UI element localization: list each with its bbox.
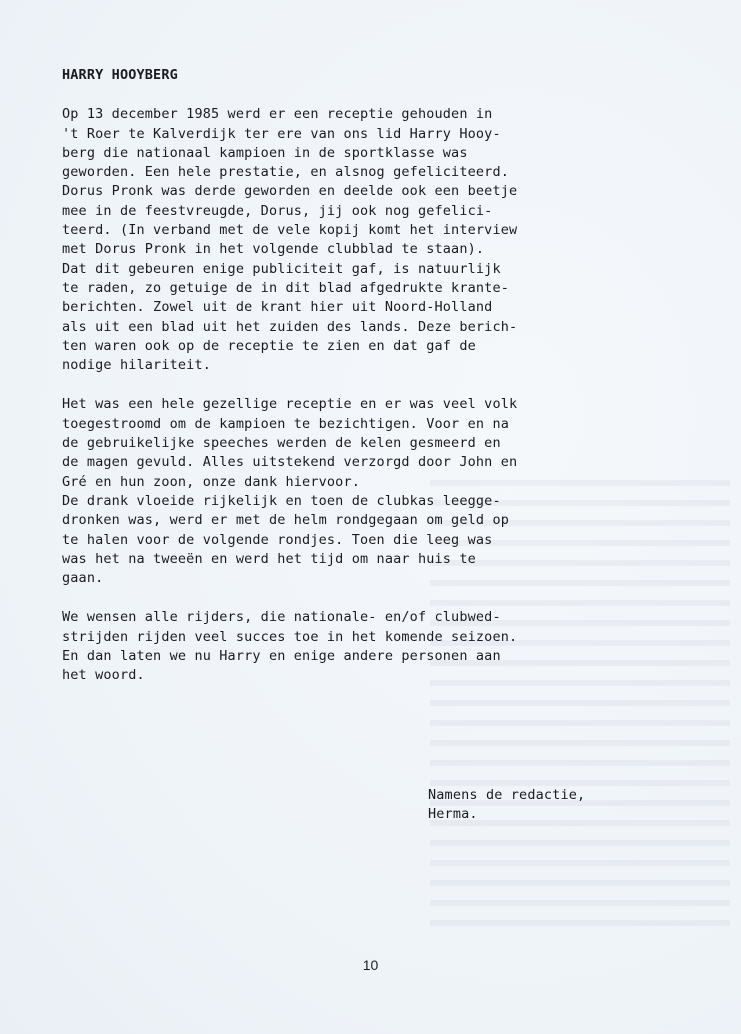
text-line: De drank vloeide rijkelijk en toen de clubkas leegge- bbox=[62, 492, 501, 509]
text-line: berichten. Zowel uit de krant hier uit Noord-Holland bbox=[62, 299, 493, 316]
text-line: was het na tweeën en werd het tijd om naar huis te bbox=[62, 550, 476, 567]
text-line: ten waren ook op de receptie te zien en dat gaf de bbox=[62, 337, 476, 354]
text-line: gaan. bbox=[62, 570, 104, 587]
text-line: geworden. Een hele prestatie, en alsnog gefeliciteerd. bbox=[62, 164, 509, 181]
article-body bbox=[62, 66, 662, 706]
text-line: We wensen alle rijders, die nationale- en/of clubwed- bbox=[62, 609, 501, 626]
text-line: de magen gevuld. Alles uitstekend verzorgd door John en bbox=[62, 454, 518, 471]
text-line: Het was een hele gezellige receptie en er was veel volk bbox=[62, 396, 518, 413]
paragraph-1 bbox=[62, 105, 662, 375]
paragraph-3 bbox=[62, 608, 662, 685]
text-line: En dan laten we nu Harry en enige andere personen aan bbox=[62, 648, 501, 665]
text-line: te halen voor de volgende rondjes. Toen die leeg was bbox=[62, 531, 493, 548]
text-line: als uit een blad uit het zuiden des lands. Deze berich- bbox=[62, 318, 518, 335]
text-line: het woord. bbox=[62, 667, 145, 684]
text-line: teerd. (In verband met de vele kopij komt het interview bbox=[62, 222, 518, 239]
text-line: strijden rijden veel succes toe in het komende seizoen. bbox=[62, 628, 518, 645]
text-line: berg die nationaal kampioen in de sportklasse was bbox=[62, 144, 468, 161]
text-line: de gebruikelijke speeches werden de kelen gesmeerd en bbox=[62, 435, 501, 452]
text-line: 't Roer te Kalverdijk ter ere van ons lid Harry Hooy- bbox=[62, 125, 501, 142]
article-title: HARRY HOOYBERG bbox=[62, 67, 178, 83]
signature-block bbox=[428, 786, 585, 825]
text-line: Op 13 december 1985 werd er een receptie gehouden in bbox=[62, 106, 493, 123]
text-line: mee in de feestvreugde, Dorus, jij ook nog gefelici- bbox=[62, 202, 493, 219]
text-line: dronken was, werd er met de helm rondgegaan om geld op bbox=[62, 512, 509, 529]
text-line: nodige hilariteit. bbox=[62, 357, 211, 374]
signature-line: Namens de redactie, bbox=[428, 787, 586, 803]
text-line: te raden, zo getuige de in dit blad afgedrukte krante- bbox=[62, 279, 509, 296]
signature-name: Herma. bbox=[428, 806, 478, 823]
text-line: met Dorus Pronk in het volgende clubblad te staan). bbox=[62, 241, 485, 258]
paragraph-2 bbox=[62, 395, 662, 588]
page-number: 10 bbox=[362, 957, 379, 973]
text-line: Dorus Pronk was derde geworden en deelde ook een beetje bbox=[62, 183, 518, 200]
text-line: Gré en hun zoon, onze dank hiervoor. bbox=[62, 473, 360, 490]
text-line: toegestroomd om de kampioen te bezichtigen. Voor en na bbox=[62, 415, 509, 432]
text-line: Dat dit gebeuren enige publiciteit gaf, is natuurlijk bbox=[62, 260, 501, 277]
